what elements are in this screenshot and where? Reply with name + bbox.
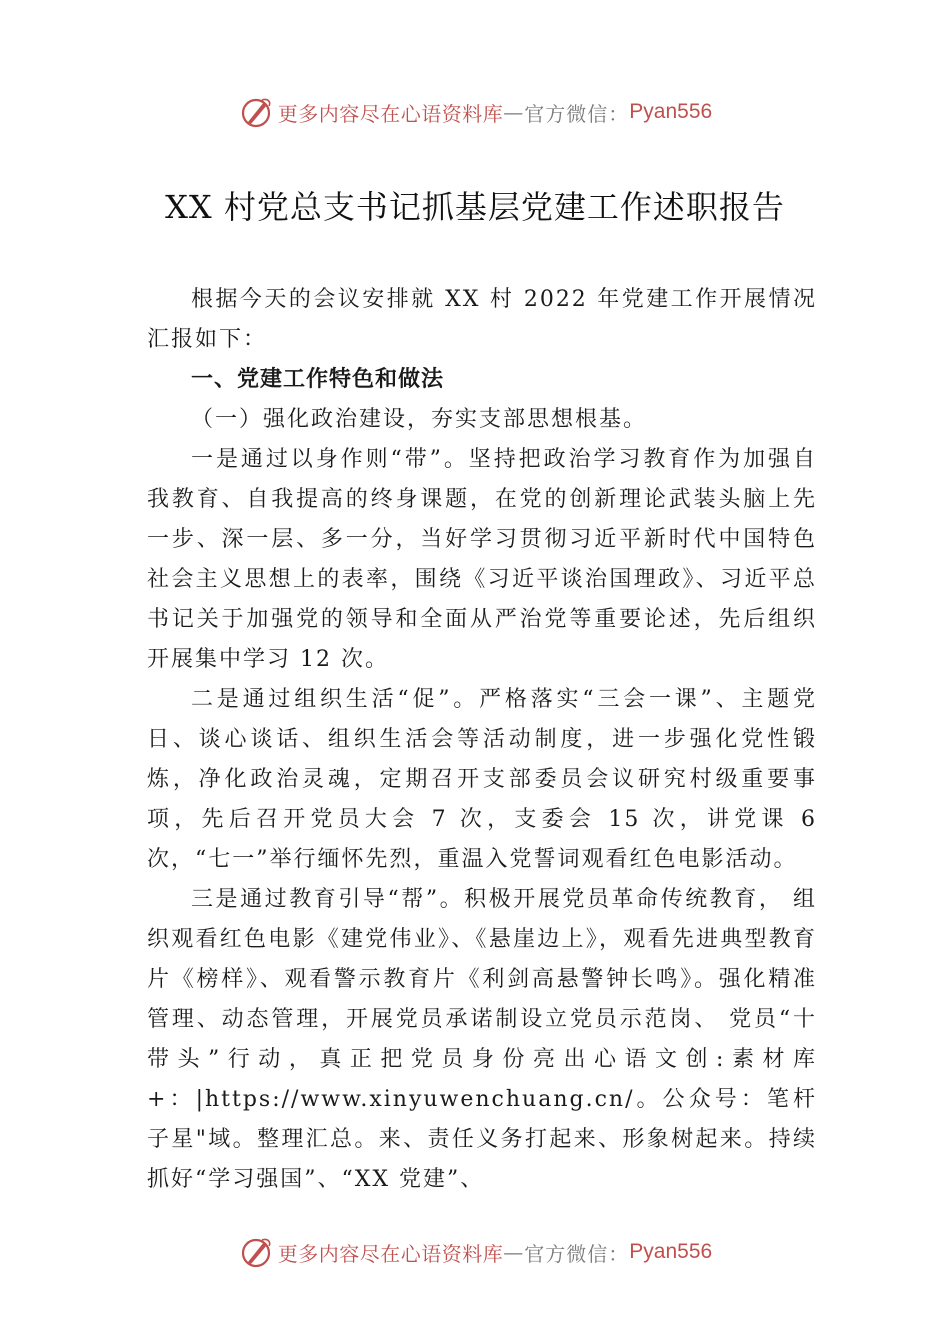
header-banner <box>0 92 950 132</box>
banner-library-text: 更多内容尽在心语资料库 <box>277 101 504 126</box>
subsection-heading: （一）强化政治建设，夯实支部思想根基。 <box>191 407 648 432</box>
banner-wechat-id: Pyan556 <box>629 1240 713 1263</box>
document-title: XX 村党总支书记抓基层党建工作述职报告 <box>165 188 785 226</box>
body-paragraph: 二是通过组织生活“促”。严格落实“三会一课”、主题党日、谈心谈话、组织生活会等活动制度，进一步强化党性锻炼，净化政治灵魂，定期召开支部委员会议研究村级重要事项，先后召开党员大会 7 次，支委会 15 次，讲党课 6 次，“七一”举行缅怀先烈，重温入党誓词观看红色电影活动。 <box>147 687 817 872</box>
banner-wechat-label: 官方微信： <box>524 101 630 126</box>
banner-dash: — <box>503 1240 525 1264</box>
banner-dash: — <box>503 100 525 124</box>
body-paragraph: 三是通过教育引导“帮”。积极开展党员革命传统教育， 组织观看红色电影《建党伟业》、《悬崖边上》，观看先进典型教育片《榜样》、观看警示教育片《利剑高悬警钟长鸣》。强化精准管理、动态管理，开展党员承诺制设立党员示范岗、 党员“十带头”行动，真正把党员身份亮出心语文创:素材库+：|https://www.xinyuwenchuang.cn/。公众号：笔杆子星"域。整理汇总。来、责任义务打起来、形象树起来。持续抓好“学习强国”、“XX 党建”、 <box>147 887 817 1192</box>
banner-library-text: 更多内容尽在心语资料库 <box>277 1241 504 1266</box>
footer-banner <box>0 1232 950 1272</box>
quill-pen-seal-icon <box>238 1234 274 1270</box>
banner-wechat-label: 官方微信： <box>524 1241 630 1266</box>
intro-paragraph: 根据今天的会议安排就 XX 村 2022 年党建工作开展情况汇报如下： <box>147 287 817 352</box>
document-body <box>147 280 817 1200</box>
banner-wechat-id: Pyan556 <box>629 100 713 123</box>
body-paragraph: 一是通过以身作则“带”。坚持把政治学习教育作为加强自我教育、自我提高的终身课题，在党的创新理论武装头脑上先一步、深一层、多一分，当好学习贯彻习近平新时代中国特色社会主义思想上的表率，围绕《习近平谈治国理政》、习近平总书记关于加强党的领导和全面从严治党等重要论述，先后组织开展集中学习 12 次。 <box>147 447 817 672</box>
section-heading: 一、党建工作特色和做法 <box>191 367 445 392</box>
quill-pen-seal-icon <box>238 94 274 130</box>
